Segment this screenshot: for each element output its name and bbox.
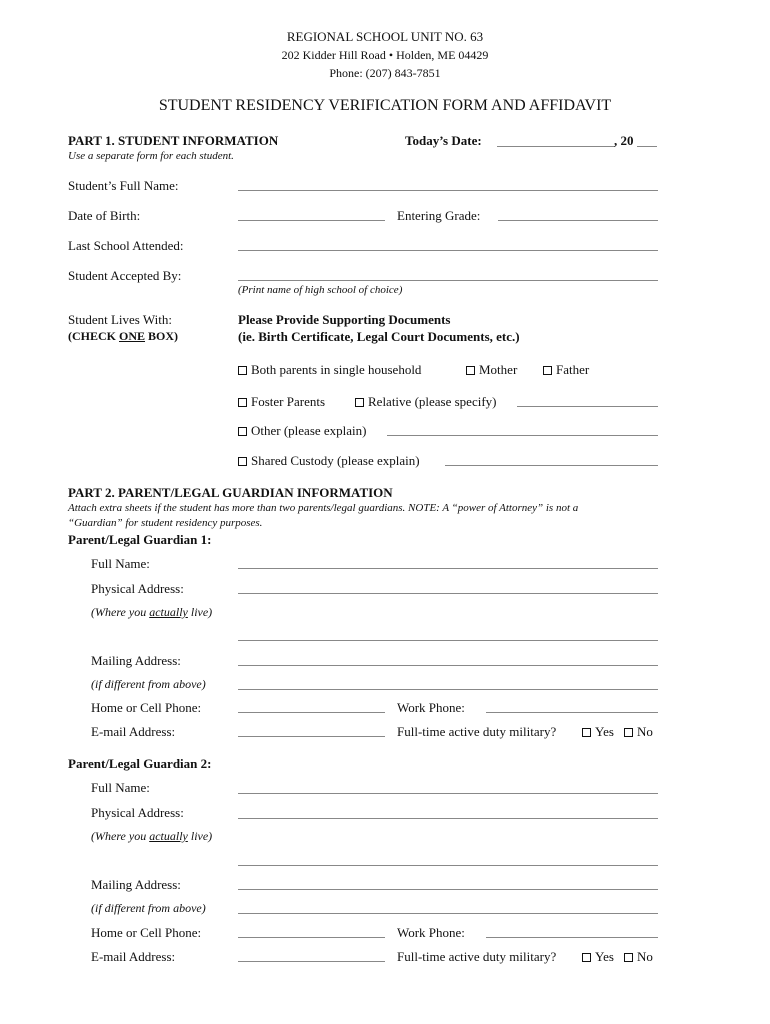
- option-both-parents[interactable]: Both parents in single household: [238, 362, 421, 378]
- check-one-instruction: (CHECK ONE BOX): [68, 329, 179, 343]
- date-year-field[interactable]: [637, 146, 657, 147]
- g1-full-name-field[interactable]: [238, 568, 658, 569]
- g2-full-name-label: Full Name:: [91, 780, 150, 795]
- g1-home-phone-label: Home or Cell Phone:: [91, 700, 202, 715]
- g1-if-different-note: (if different from above): [91, 677, 206, 691]
- g1-physical-address-field[interactable]: [238, 593, 658, 594]
- student-full-name-label: Student’s Full Name:: [68, 178, 179, 193]
- g1-work-phone-field[interactable]: [486, 712, 658, 713]
- entering-grade-field[interactable]: [498, 220, 658, 221]
- todays-date-label: Today’s Date:: [405, 133, 482, 148]
- g1-mailing-address-field[interactable]: [238, 665, 658, 666]
- todays-date-field[interactable]: [497, 146, 615, 147]
- g1-physical-address-field-2[interactable]: [238, 640, 658, 641]
- g2-home-phone-field[interactable]: [238, 937, 385, 938]
- org-name: REGIONAL SCHOOL UNIT NO. 63: [286, 29, 484, 44]
- g1-email-field[interactable]: [238, 736, 385, 737]
- print-name-note: (Print name of high school of choice): [238, 284, 403, 296]
- g2-mailing-address-field-2[interactable]: [238, 913, 658, 914]
- last-school-label: Last School Attended:: [68, 238, 184, 253]
- lives-with-label: Student Lives With:: [68, 312, 172, 327]
- last-school-field[interactable]: [238, 250, 658, 251]
- g1-physical-address-label: Physical Address:: [91, 581, 184, 596]
- supporting-docs-line2: (ie. Birth Certificate, Legal Court Documents, etc.): [238, 329, 520, 344]
- g1-military-no[interactable]: No: [624, 724, 653, 740]
- option-foster[interactable]: Foster Parents: [238, 394, 325, 410]
- g1-email-label: E-mail Address:: [91, 724, 176, 739]
- option-father[interactable]: Father: [543, 362, 589, 378]
- g1-military-label: Full-time active duty military?: [397, 724, 557, 739]
- g1-home-phone-field[interactable]: [238, 712, 385, 713]
- form-title: STUDENT RESIDENCY VERIFICATION FORM AND AFFIDAVIT: [158, 97, 612, 114]
- dob-field[interactable]: [238, 220, 385, 221]
- g1-where-live-note: (Where you actually live): [91, 605, 213, 619]
- date-year-prefix: , 20: [614, 133, 634, 148]
- g2-work-phone-label: Work Phone:: [397, 925, 465, 940]
- g2-where-live-note: (Where you actually live): [91, 829, 213, 843]
- checkbox-icon[interactable]: [582, 953, 591, 962]
- part1-heading: PART 1. STUDENT INFORMATION: [68, 133, 279, 148]
- g2-mailing-address-field[interactable]: [238, 889, 658, 890]
- g1-mailing-address-label: Mailing Address:: [91, 653, 181, 668]
- other-explain-field[interactable]: [387, 435, 658, 436]
- part2-heading: PART 2. PARENT/LEGAL GUARDIAN INFORMATION: [68, 485, 393, 500]
- dob-label: Date of Birth:: [68, 208, 141, 223]
- checkbox-icon[interactable]: [355, 398, 364, 407]
- g2-work-phone-field[interactable]: [486, 937, 658, 938]
- g2-physical-address-field[interactable]: [238, 818, 658, 819]
- guardian1-title: Parent/Legal Guardian 1:: [68, 532, 212, 547]
- checkbox-icon[interactable]: [582, 728, 591, 737]
- g2-mailing-address-label: Mailing Address:: [91, 877, 181, 892]
- option-shared-custody[interactable]: Shared Custody (please explain): [238, 453, 420, 469]
- g2-email-label: E-mail Address:: [91, 949, 176, 964]
- g2-email-field[interactable]: [238, 961, 385, 962]
- g2-if-different-note: (if different from above): [91, 901, 206, 915]
- g2-military-yes[interactable]: Yes: [582, 949, 614, 965]
- checkbox-icon[interactable]: [543, 366, 552, 375]
- g1-mailing-address-field-2[interactable]: [238, 689, 658, 690]
- g2-physical-address-label: Physical Address:: [91, 805, 184, 820]
- g2-physical-address-field-2[interactable]: [238, 865, 658, 866]
- g1-full-name-label: Full Name:: [91, 556, 150, 571]
- part2-note-line1: Attach extra sheets if the student has more than two parents/legal guardians. NOTE: A “power of Attorney” is not a: [68, 502, 579, 514]
- shared-custody-explain-field[interactable]: [445, 465, 658, 466]
- part1-note: Use a separate form for each student.: [68, 150, 234, 162]
- relative-specify-field[interactable]: [517, 406, 658, 407]
- checkbox-icon[interactable]: [238, 457, 247, 466]
- accepted-by-label: Student Accepted By:: [68, 268, 182, 283]
- student-full-name-field[interactable]: [238, 190, 658, 191]
- part2-note-line2: “Guardian” for student residency purposes.: [68, 517, 263, 529]
- option-mother[interactable]: Mother: [466, 362, 517, 378]
- checkbox-icon[interactable]: [624, 953, 633, 962]
- g1-military-yes[interactable]: Yes: [582, 724, 614, 740]
- entering-grade-label: Entering Grade:: [397, 208, 481, 223]
- org-address: 202 Kidder Hill Road • Holden, ME 04429: [281, 48, 489, 62]
- checkbox-icon[interactable]: [238, 398, 247, 407]
- checkbox-icon[interactable]: [238, 366, 247, 375]
- option-other[interactable]: Other (please explain): [238, 423, 367, 439]
- accepted-by-field[interactable]: [238, 280, 658, 281]
- g2-home-phone-label: Home or Cell Phone:: [91, 925, 202, 940]
- checkbox-icon[interactable]: [624, 728, 633, 737]
- g2-military-label: Full-time active duty military?: [397, 949, 557, 964]
- guardian2-title: Parent/Legal Guardian 2:: [68, 756, 212, 771]
- g1-work-phone-label: Work Phone:: [397, 700, 465, 715]
- checkbox-icon[interactable]: [466, 366, 475, 375]
- org-phone: Phone: (207) 843-7851: [329, 66, 441, 80]
- option-relative[interactable]: Relative (please specify): [355, 394, 497, 410]
- g2-full-name-field[interactable]: [238, 793, 658, 794]
- supporting-docs-line1: Please Provide Supporting Documents: [238, 312, 451, 327]
- g2-military-no[interactable]: No: [624, 949, 653, 965]
- checkbox-icon[interactable]: [238, 427, 247, 436]
